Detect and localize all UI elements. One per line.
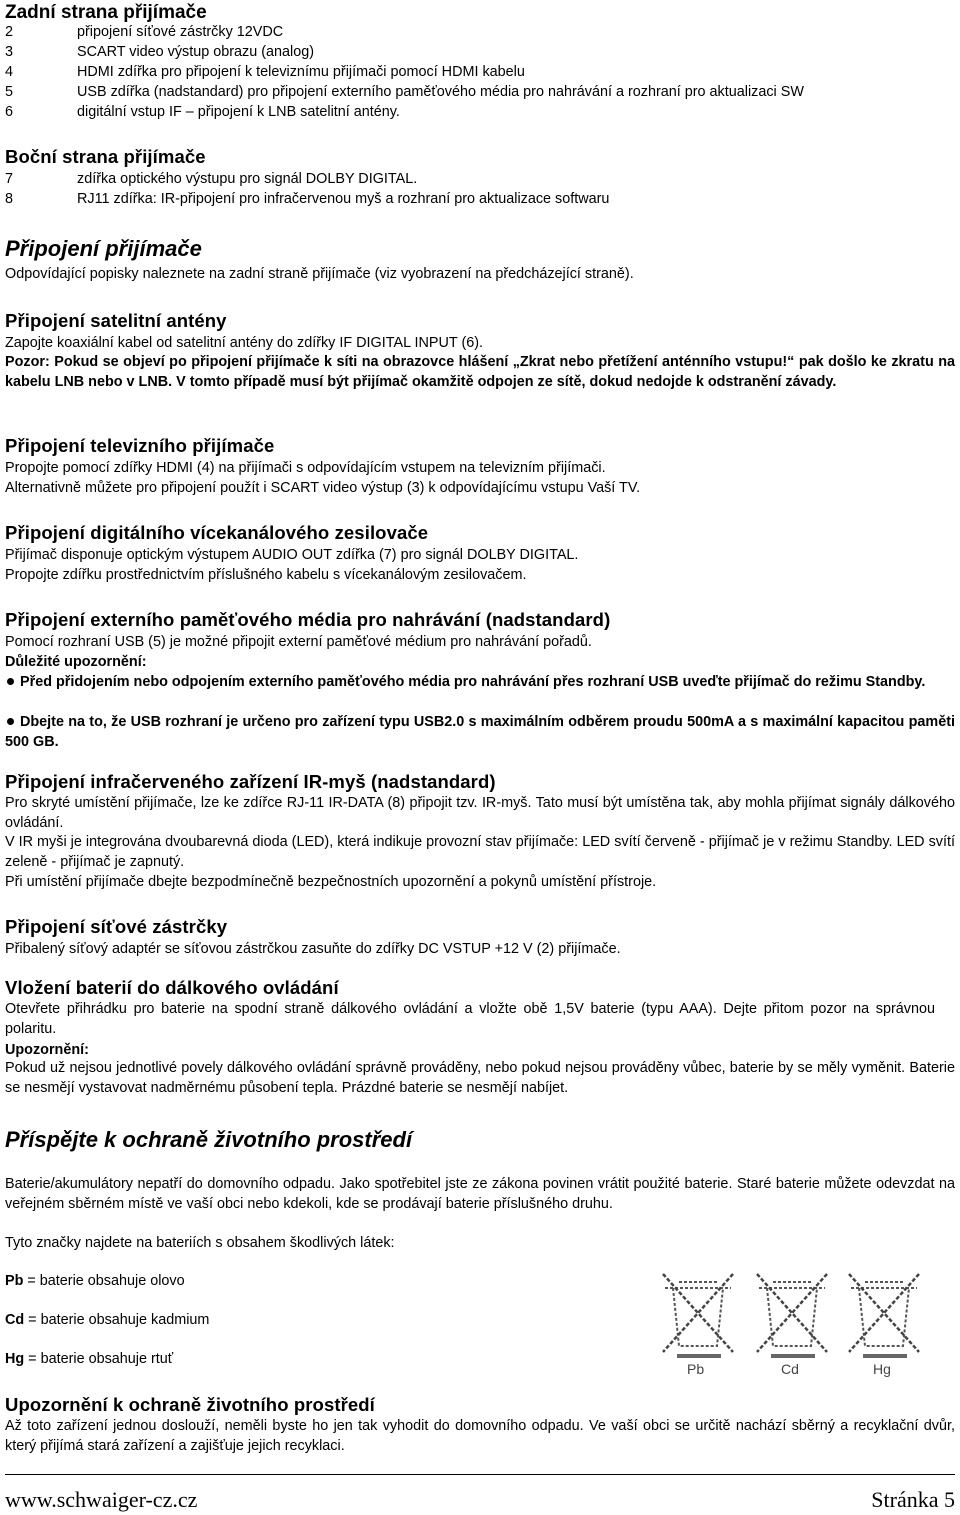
env-para: Tyto značky najdete na bateriích s obsahem škodlivých látek:: [5, 1235, 395, 1251]
crossed-bin-icon-hg: [849, 1274, 919, 1377]
ir-para: Při umístění přijímače dbejte bezpodmínečně bezpečnostních upozornění a pokynů umístění přístroje.: [5, 874, 657, 890]
env-title: Příspějte k ochraně životního prostředí: [5, 1127, 413, 1152]
footer-page-number: Stránka 5: [871, 1487, 955, 1512]
side-title: Boční strana přijímače: [5, 146, 206, 167]
rear-item: 3 SCART video výstup obrazu (analog): [5, 44, 315, 60]
usb-important: Důležité upozornění:: [5, 654, 147, 670]
amp-line: Přijímač disponuje optickým výstupem AUDIO OUT zdířka (7) pro signál DOLBY DIGITAL.: [5, 547, 579, 563]
battery-warn-label: Upozornění:: [5, 1042, 89, 1058]
connect-text: Odpovídající popisky naleznete na zadní straně přijímače (viz vyobrazení na předcházející straně).: [5, 266, 634, 282]
battery-title: Vložení baterií do dálkového ovládání: [5, 977, 339, 998]
usb-bullet: Dbejte na to, že USB rozhraní je určeno pro zařízení typu USB2.0 s maximálním odběrem proudu 500mA a s maximální kapacitou paměti 500 GB.: [5, 714, 955, 750]
rear-item: 2 připojení síťové zástrčky 12VDC: [5, 24, 284, 40]
crossed-bin-icon-pb: [663, 1274, 733, 1377]
ir-title: Připojení infračerveného zařízení IR-myš (nadstandard): [5, 771, 496, 792]
side-item: 8 RJ11 zdířka: IR-připojení pro infračervenou myš a rozhraní pro aktualizace softwaru: [5, 191, 610, 207]
ir-para: V IR myši je integrována dvoubarevná dioda (LED), která indikuje provozní stav přijímače: LED svítí červeně - přijímač je v režimu Standby. LED svítí zeleně - přijímač je zapnutý.: [5, 834, 955, 870]
bin-label: Cd: [781, 1361, 799, 1377]
amp-line: Propojte zdířku prostřednictvím příslušného kabelu s vícekanálovým zesilovačem.: [5, 567, 527, 583]
power-text: Přibalený síťový adaptér se síťovou zástrčkou zasuňte do zdířky DC VSTUP +12 V (2) přijímače.: [5, 941, 621, 957]
power-title: Připojení síťové zástrčky: [5, 916, 228, 937]
usb-bullet: Před přidojením nebo odpojením externího paměťového média pro nahrávání přes rozhraní USB uveďte přijímač do režimu Standby.: [5, 672, 955, 692]
rear-item: 4 HDMI zdířka pro připojení k televiznímu přijímači pomocí HDMI kabelu: [5, 64, 525, 80]
footer-url[interactable]: www.schwaiger-cz.cz: [5, 1487, 198, 1512]
battery-para: Otevřete přihrádku pro baterie na spodní straně dálkového ovládání a vložte obě 1,5V baterie (typu AAA). Dejte přitom pozor na správnou polaritu.: [5, 1001, 935, 1037]
sat-warning: Pozor: Pokud se objeví po připojení přijímače k síti na obrazovce hlášení „Zkrat nebo přetížení anténního vstupu!“ pak došlo ke zkratu na kabelu LNB nebo v LNB. V tomto případě musí být přijímač okamžitě odpojen ze sítě, dokud nedojde k odstranění závady.: [5, 354, 955, 390]
footer-divider: [5, 1474, 955, 1475]
usb-line: Pomocí rozhraní USB (5) je možné připojit externí paměťové médium pro nahrávání pořadů.: [5, 634, 592, 650]
crossed-bin-icon-cd: [757, 1274, 827, 1377]
tv-line: Alternativně můžete pro připojení použít i SCART video výstup (3) k odpovídajícímu vstupu Vaší TV.: [5, 480, 641, 496]
usb-title: Připojení externího paměťového média pro nahrávání (nadstandard): [5, 609, 611, 630]
hg-line: Hg = baterie obsahuje rtuť: [5, 1351, 174, 1367]
rear-title: Zadní strana přijímače: [5, 2, 207, 23]
cd-line: Cd = baterie obsahuje kadmium: [5, 1312, 210, 1328]
pb-line: Pb = baterie obsahuje olovo: [5, 1273, 185, 1289]
bullet-icon: [7, 678, 14, 685]
ir-para: Pro skryté umístění přijímače, lze ke zdířce RJ-11 IR-DATA (8) připojit tzv. IR-myš. Tato musí být umístěna tak, aby mohla přijímat signály dálkového ovládání.: [5, 795, 955, 831]
notice-title: Upozornění k ochraně životního prostředí: [5, 1394, 375, 1415]
battery-para: Pokud už nejsou jednotlivé povely dálkového ovládání správně prováděny, nebo pokud nejsou prováděny vůbec, baterie by se měly vyměnit. Baterie se nesmějí vystavovat nadměrnému působení tepla. Prázdné baterie se nesmějí nabíjet.: [5, 1060, 955, 1096]
rear-item: 6 digitální vstup IF – připojení k LNB satelitní antény.: [5, 104, 400, 120]
rear-item: 5 USB zdířka (nadstandard) pro připojení externího paměťového média pro nahrávání a rozhraní pro aktualizaci SW: [5, 84, 804, 100]
sat-title: Připojení satelitní antény: [5, 310, 227, 331]
connect-title: Připojení přijímače: [5, 236, 202, 261]
bin-label: Pb: [687, 1361, 705, 1377]
sat-text: Zapojte koaxiální kabel od satelitní antény do zdířky IF DIGITAL INPUT (6).: [5, 335, 484, 351]
notice-text: Až toto zařízení jednou doslouží, neměli byste ho jen tak vyhodit do domovního odpadu. Ve vaší obci se určitě nachází sběrný a recyklační dvůr, který přijímá stará zařízení a zajišťuje jejich recyklaci.: [5, 1418, 955, 1454]
bin-label: Hg: [873, 1361, 891, 1377]
bullet-icon: [7, 718, 14, 725]
env-para: Baterie/akumulátory nepatří do domovního odpadu. Jako spotřebitel jste ze zákona povinen vrátit použité baterie. Staré baterie můžete odevzdat na veřejném sběrném místě ve vaší obci nebo kdekoli, kde se prodávají baterie příslušného druhu.: [5, 1176, 955, 1212]
side-item: 7 zdířka optického výstupu pro signál DOLBY DIGITAL.: [5, 171, 418, 187]
tv-line: Propojte pomocí zdířky HDMI (4) na přijímači s odpovídajícím vstupem na televizním přijímači.: [5, 460, 606, 476]
tv-title: Připojení televizního přijímače: [5, 435, 275, 456]
amp-title: Připojení digitálního vícekanálového zesilovače: [5, 522, 429, 543]
crossed-bin-icons: [657, 1268, 927, 1383]
